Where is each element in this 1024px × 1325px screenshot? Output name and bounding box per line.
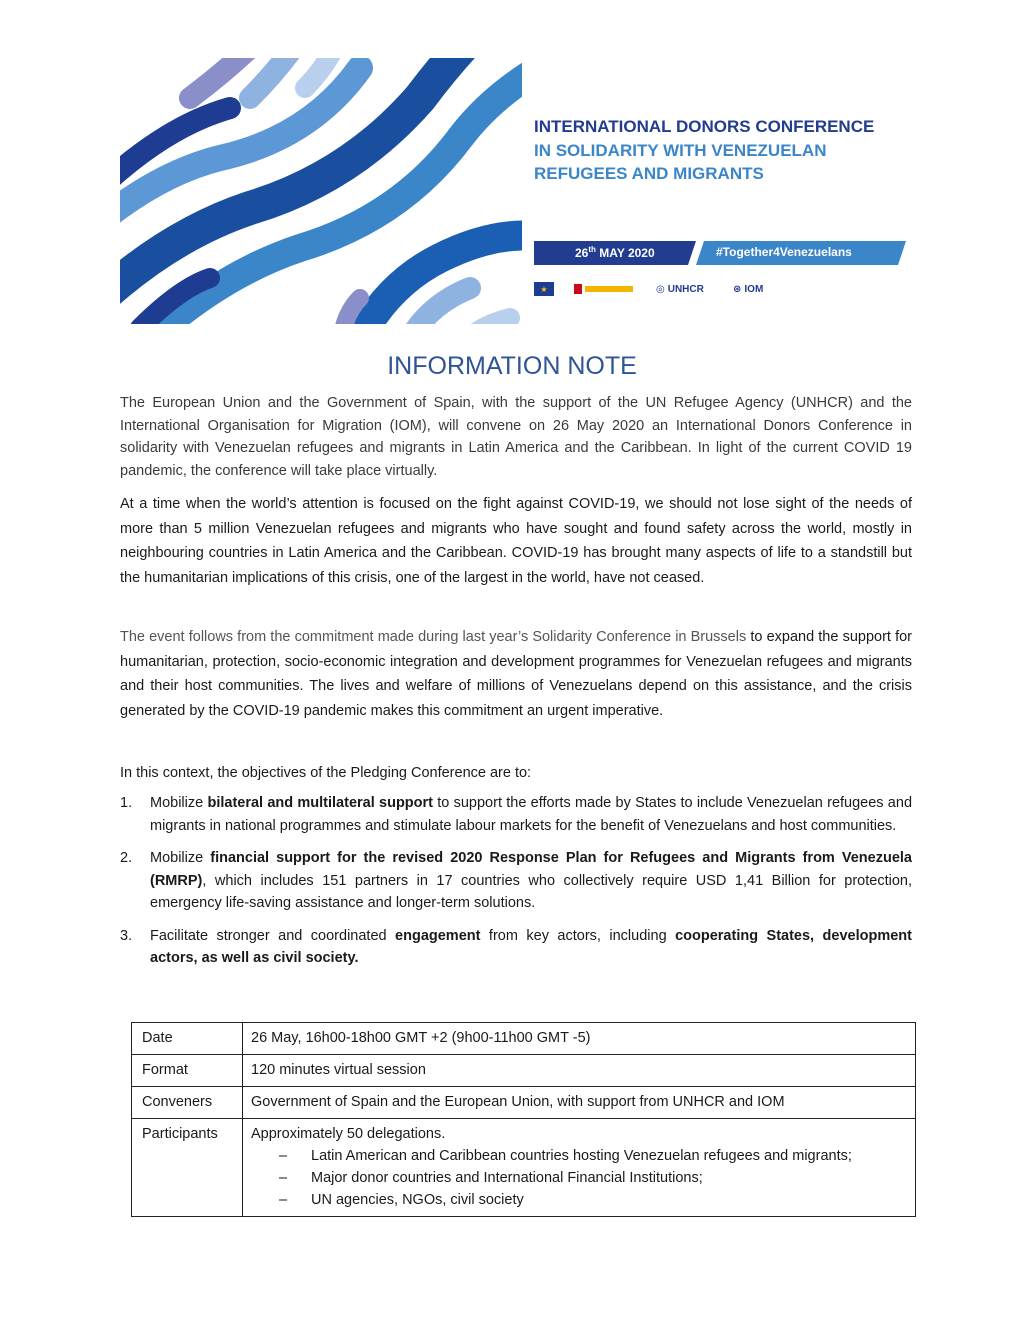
table-row <box>132 1087 916 1119</box>
commitment-paragraph: The event follows from the commitment made during last year’s Solidarity Conference in Brussels to expand the support for humanitarian, protection, socio-economic integration and development programmes for Venezuelan refugees and migrants and their host communities. The lives and welfare of millions of Venezuelans depend on this assistance, and the crisis generated by the COVID-19 pandemic makes this commitment an urgent imperative. <box>120 629 912 719</box>
unhcr-logo: ◎ UNHCR <box>656 283 704 295</box>
spain-government-logo <box>574 280 636 298</box>
hashtag: #Together4Venezuelans <box>716 245 852 259</box>
intro-paragraph: The European Union and the Government of Spain, with the support of the UN Refugee Agency (UNHCR) and the International Organisation for Migration (IOM), will convene on 26 May 2020 an International Donors Conference in solidarity with Venezuelan refugees and migrants in Latin America and the Caribbean. In light of the current COVID 19 pandemic, the conference will take place virtually. <box>120 395 912 479</box>
iom-icon: ⊛ <box>733 283 742 295</box>
date-value: 26 May, 16h00-18h00 GMT +2 (9h00-11h00 GMT -5) <box>243 1023 916 1055</box>
conference-title-line2: IN SOLIDARITY WITH VENEZUELAN <box>534 140 827 160</box>
format-label: Format <box>132 1055 243 1087</box>
event-details-table <box>131 1022 916 1217</box>
page-title: INFORMATION NOTE <box>387 352 637 380</box>
list-item: – Latin American and Caribbean countries hosting Venezuelan refugees and migrants; <box>279 1145 908 1167</box>
table-row <box>132 1055 916 1087</box>
list-item: – UN agencies, NGOs, civil society <box>279 1189 908 1211</box>
list-item: 3. Facilitate stronger and coordinated engagement from key actors, including cooperating States, development actors, as well as civil society. <box>120 927 912 966</box>
conveners-value: Government of Spain and the European Union, with support from UNHCR and IOM <box>243 1087 916 1119</box>
participants-value <box>243 1119 916 1217</box>
iom-logo: ⊛ IOM <box>733 283 764 295</box>
eu-flag-logo: ★ <box>534 282 554 296</box>
objectives-list <box>120 792 912 980</box>
conference-title-line1: INTERNATIONAL DONORS CONFERENCE <box>534 117 875 136</box>
list-item: – Major donor countries and International Financial Institutions; <box>279 1167 908 1189</box>
format-value: 120 minutes virtual session <box>243 1055 916 1087</box>
table-row <box>132 1119 916 1217</box>
context-paragraph: At a time when the world’s attention is focused on the fight against COVID-19, we should not lose sight of the needs of more than 5 million Venezuelan refugees and migrants who have sought and found safety across the world, mostly in neighbouring countries in Latin America and the Caribbean. COVID-19 has brought many aspects of life to a standstill but the humanitarian implications of this crisis, one of the largest in the world, have not ceased. <box>120 496 912 586</box>
conference-date: 26th MAY 2020 <box>575 245 655 260</box>
participants-list <box>251 1145 908 1211</box>
unhcr-icon: ◎ <box>656 283 665 295</box>
conference-title-line3: REFUGEES AND MIGRANTS <box>534 164 764 183</box>
table-row <box>132 1023 916 1055</box>
conveners-label: Conveners <box>132 1087 243 1119</box>
participants-label: Participants <box>132 1119 243 1217</box>
list-item: 1. Mobilize bilateral and multilateral support to support the efforts made by States to include Venezuelan refugees and migrants in national programmes and stimulate labour markets for the benefit of Venezuelans and host communities. <box>120 795 913 834</box>
participants-intro: Approximately 50 delegations. <box>251 1126 446 1142</box>
conference-logo-artwork <box>120 58 522 324</box>
date-label: Date <box>132 1023 243 1055</box>
objectives-intro: In this context, the objectives of the Pledging Conference are to: <box>120 765 532 781</box>
conference-title <box>534 115 934 186</box>
list-item: 2. Mobilize financial support for the revised 2020 Response Plan for Refugees and Migrants from Venezuela (RMRP), which includes 151 partners in 17 countries who collectively require USD 1,41 Billion for protection, emergency life-saving assistance and longer-term solutions. <box>120 850 912 911</box>
